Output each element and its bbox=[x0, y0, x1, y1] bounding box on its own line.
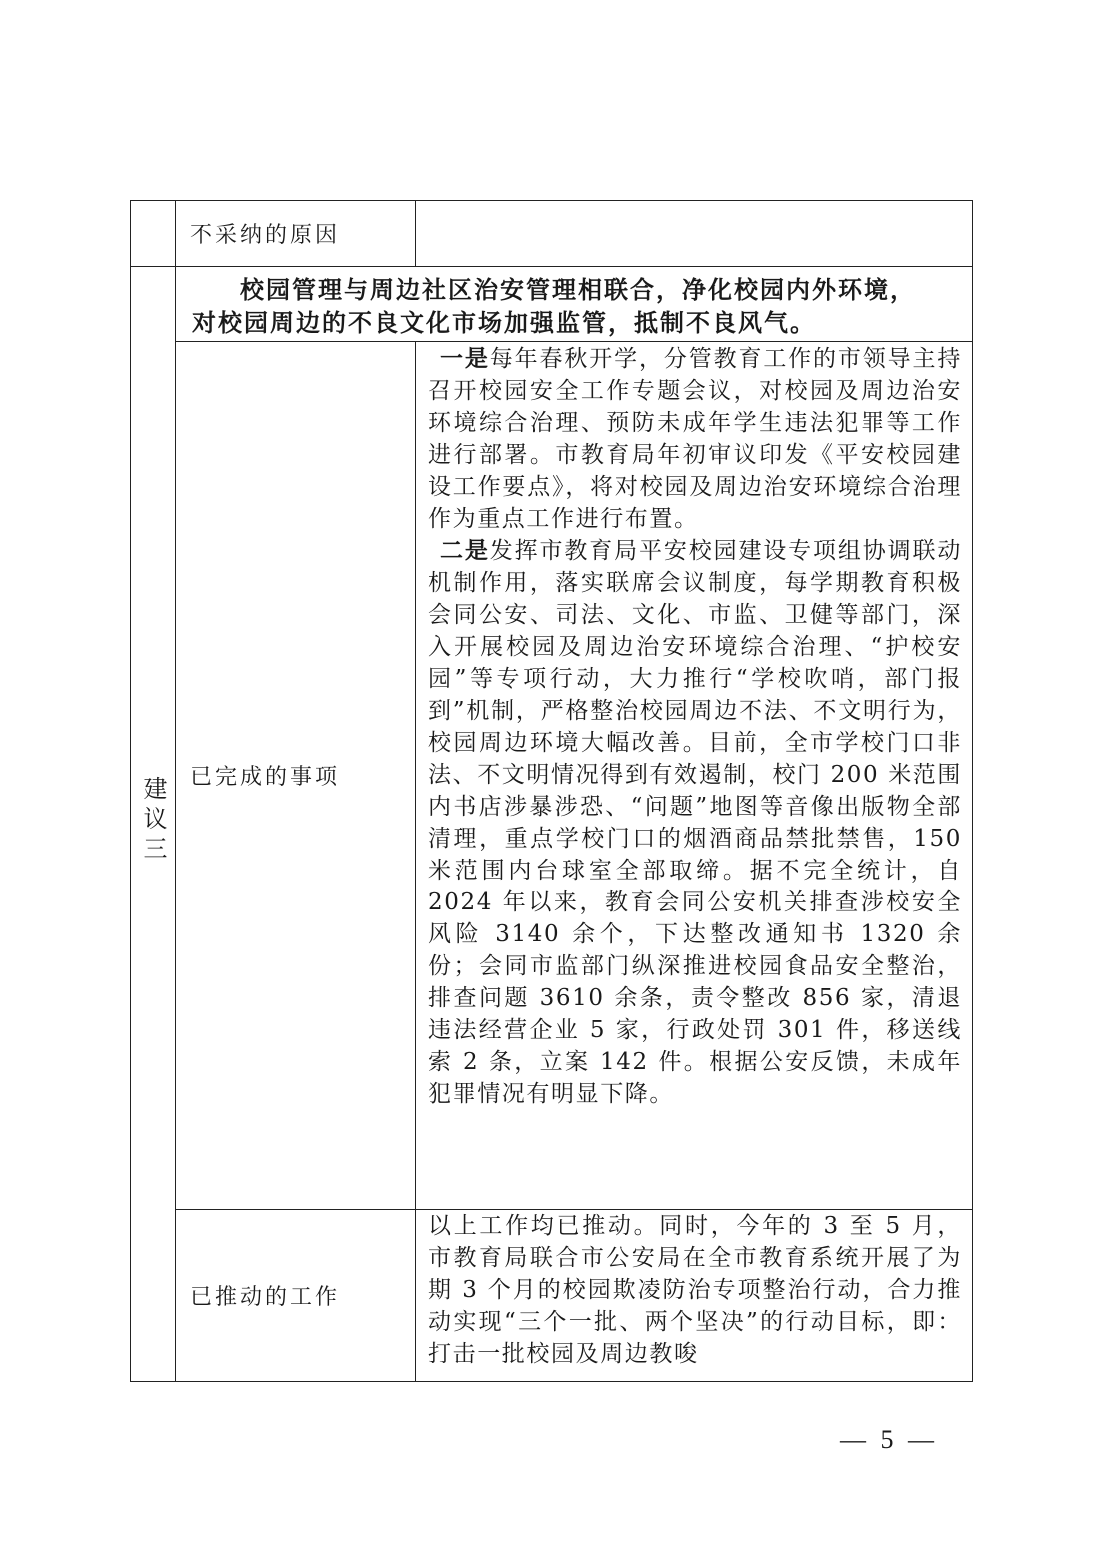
content-promoted bbox=[416, 1210, 973, 1382]
paragraph-2-text: 发挥市教育局平安校园建设专项组协调联动机制作用，落实联席会议制度，每学期教育积极会同公安、司法、文化、市监、卫健等部门，深入开展校园及周边治安环境综合治理、“护校安园”等专项行动，大力推行“学校吹哨，部门报到”机制，严格整治校园周边不法、不文明行为，校园周边环境大幅改善。目前，全市学校门口非法、不文明情况得到有效遏制，校门 200 米范围内书店涉暴涉恐、“问题”地图等音像出版物全部清理，重点学校门口的烟酒商品禁批禁售，150 米范围内台球室全部取缔。据不完全统计，自 2024 年以来，教育会同公安机关排查涉校安全风险 3140 余个，下达整改通知书 1320 余份；会同市监部门纵深推进校园食品安全整治，排查问题 3610 余条，责令整改 856 家，清退违法经营企业 5 家，行政处罚 301 件，移送线索 2 条，立案 142 件。根据公安反馈，未成年犯罪情况有明显下降。 bbox=[428, 538, 963, 1107]
completed-paragraph-2 bbox=[428, 535, 962, 1110]
completed-paragraph-1 bbox=[428, 343, 962, 535]
paragraph-1-text: 每年春秋开学，分管教育工作的市领导主持召开校园安全工作专题会议，对校园及周边治安环境综合治理、预防未成年学生违法犯罪等工作进行部署。市教育局年初审议印发《平安校园建设工作要点》，将对校园及周边治安环境综合治理作为重点工作进行布置。 bbox=[428, 346, 963, 532]
row-suggestion-heading bbox=[131, 267, 973, 342]
side-label: 建议三 bbox=[139, 776, 167, 866]
page-number: — 5 — bbox=[840, 1425, 938, 1454]
label-not-adopted: 不采纳的原因 bbox=[176, 201, 416, 267]
paragraph-2-lead: 二是 bbox=[440, 537, 490, 565]
row-promoted bbox=[131, 1210, 973, 1382]
label-promoted: 已推动的工作 bbox=[176, 1210, 416, 1382]
side-cell-empty bbox=[131, 201, 176, 267]
row-completed bbox=[131, 342, 973, 1210]
suggestion-table bbox=[130, 200, 973, 1382]
heading-line-1: 校园管理与周边社区治安管理相联合，净化校园内外环境， bbox=[240, 275, 916, 304]
suggestion-heading bbox=[176, 267, 973, 342]
side-label-cell bbox=[131, 267, 176, 1382]
promoted-text: 以上工作均已推动。同时，今年的 3 至 5 月，市教育局联合市公安局在全市教育系统开展了为期 3 个月的校园欺凌防治专项整治行动，合力推动实现“三个一批、两个坚决”的行动目标，即：打击一批校园及周边教唆 bbox=[428, 1213, 962, 1367]
label-completed: 已完成的事项 bbox=[176, 342, 416, 1210]
row-not-adopted bbox=[131, 201, 973, 267]
content-not-adopted bbox=[416, 201, 973, 267]
paragraph-1-lead: 一是 bbox=[440, 345, 490, 372]
heading-line-2: 对校园周边的不良文化市场加强监管，抵制不良风气。 bbox=[192, 308, 816, 337]
content-completed bbox=[416, 342, 973, 1210]
